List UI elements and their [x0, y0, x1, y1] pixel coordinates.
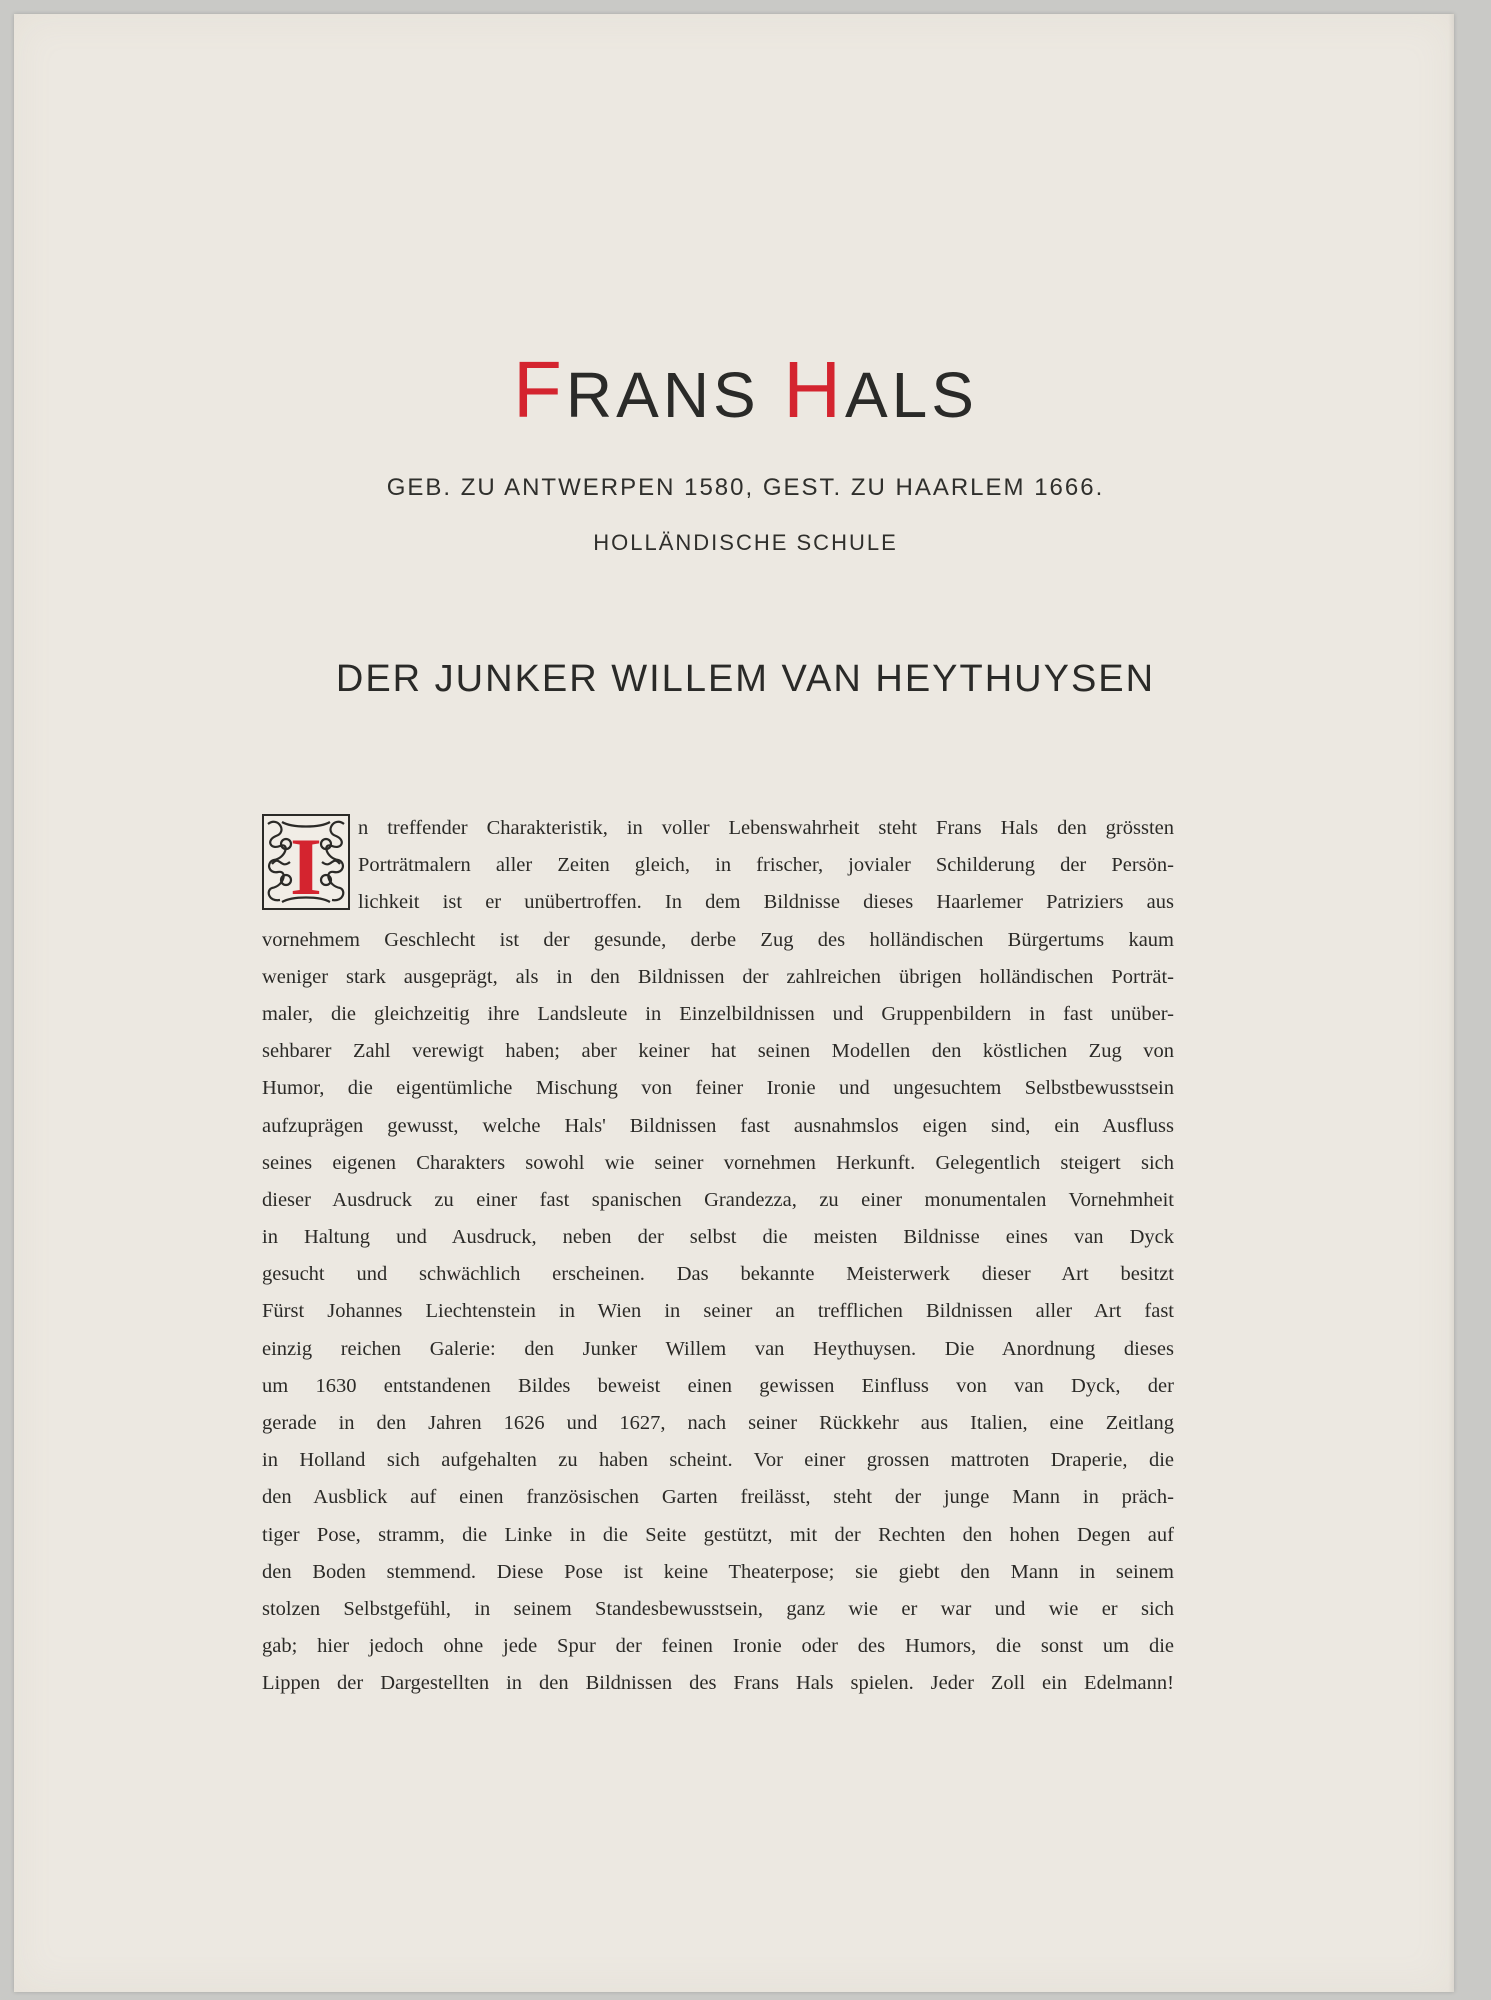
body-line: lichkeit ist er unübertroffen. In dem Bildnisse dieses Haarlemer Patriziers aus — [358, 891, 1174, 914]
body-line: um 1630 entstandenen Bildes beweist einen gewissen Einfluss von van Dyck, der — [262, 1374, 1174, 1397]
dropcap-letter: I — [290, 821, 322, 910]
birth-death-line: GEB. ZU ANTWERPEN 1580, GEST. ZU HAARLEM 1666. — [386, 474, 1105, 501]
title-initial-f: F — [513, 345, 566, 434]
body-line: dieser Ausdruck zu einer fast spanischen Grandezza, zu einer monumentalen Vornehmheit — [262, 1188, 1174, 1211]
body-line: in Haltung und Ausdruck, neben der selbst die meisten Bildnisse eines van Dyck — [262, 1226, 1174, 1249]
body-line: einzig reichen Galerie: den Junker Willem van Heythuysen. Die Anordnung dieses — [262, 1337, 1174, 1360]
body-line: Fürst Johannes Liechtenstein in Wien in seiner an trefflichen Bildnissen aller Art fast — [262, 1300, 1174, 1323]
body-line: seines eigenen Charakters sowohl wie seiner vornehmen Herkunft. Gelegentlich steigert sich — [262, 1151, 1174, 1174]
body-line: Porträtmalern aller Zeiten gleich, in frischer, jovialer Schilderung der Persön- — [358, 854, 1174, 877]
body-line: sehbarer Zahl verewigt haben; aber keiner hat seinen Modellen den köstlichen Zug von — [262, 1040, 1174, 1063]
body-line: Humor, die eigentümliche Mischung von feiner Ironie und ungesuchtem Selbstbewusstsein — [262, 1077, 1174, 1100]
school-line: HOLLÄNDISCHE SCHULE — [593, 530, 898, 555]
body-line: vornehmem Geschlecht ist der gesunde, derbe Zug des holländischen Bürgertums kaum — [262, 928, 1174, 951]
body-line: in Holland sich aufgehalten zu haben scheint. Vor einer grossen mattroten Draperie, die — [262, 1449, 1174, 1472]
body-line: weniger stark ausgeprägt, als in den Bildnissen der zahlreichen übrigen holländischen Porträt- — [262, 965, 1174, 988]
body-paragraph — [262, 810, 1174, 1703]
title-initial-h: H — [783, 345, 845, 434]
sheet-edge — [1448, 14, 1454, 1992]
body-line: n treffender Charakteristik, in voller Lebenswahrheit steht Frans Hals den grössten — [358, 817, 1174, 839]
body-line: Lippen der Dargestellten in den Bildnissen des Frans Hals spielen. Jeder Zoll ein Edelmann! — [262, 1672, 1174, 1695]
body-line: gesucht und schwächlich erscheinen. Das bekannte Meisterwerk dieser Art besitzt — [262, 1263, 1174, 1286]
title-rest-2: ALS — [844, 359, 978, 431]
title-rest-1: RANS — [565, 359, 760, 431]
body-line: aufzuprägen gewusst, welche Hals' Bildnissen fast ausnahmslos eigen sind, ein Ausfluss — [262, 1114, 1174, 1137]
body-line: den Ausblick auf einen französischen Garten freilässt, steht der junge Mann in präch- — [262, 1486, 1174, 1509]
body-line: stolzen Selbstgefühl, in seinem Standesbewusstsein, ganz wie er war und wie er sich — [262, 1597, 1174, 1620]
body-line: gerade in den Jahren 1626 und 1627, nach seiner Rückkehr aus Italien, eine Zeitlang — [262, 1412, 1174, 1434]
body-line: gab; hier jedoch ohne jede Spur der feinen Ironie oder des Humors, die sonst um die — [262, 1635, 1174, 1658]
body-line: tiger Pose, stramm, die Linke in die Seite gestützt, mit der Rechten den hohen Degen auf — [262, 1523, 1174, 1546]
body-line: den Boden stemmend. Diese Pose ist keine Theaterpose; sie giebt den Mann in seinem — [262, 1560, 1174, 1583]
body-line: maler, die gleichzeitig ihre Landsleute in Einzelbildnissen und Gruppenbildern in fast unüber- — [262, 1002, 1174, 1025]
artwork-heading: DER JUNKER WILLEM VAN HEYTHUYSEN — [335, 658, 1156, 700]
page-title — [0, 345, 1491, 434]
